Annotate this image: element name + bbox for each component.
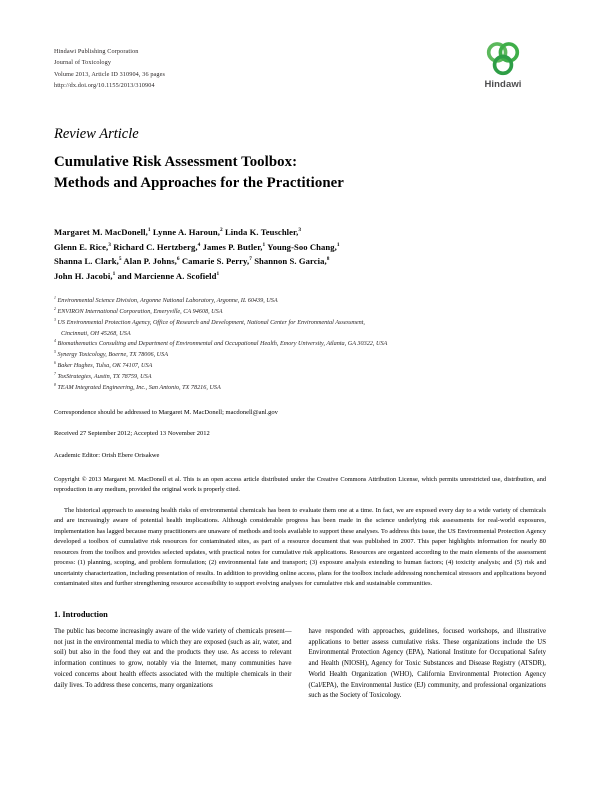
paragraph: have responded with approaches, guidelines, focused workshops, and illustrative applications to better assess cumulative risks. These organizations include the US Environmental Protection Agency (EPA), National Institute for Occupational Safety and Health (NIOSH), Agency for Toxic Substances and Disease Registry (ATSDR), World Health Organization (WHO), California Environmental Protection Agency (Cal/EPA), the Environmental Justice (EJ) community, and professional organizations such as the Society of Toxicology. <box>308 627 546 700</box>
affiliation-item: $^7$ ToxStrategies, Austin, TX 78759, USA <box>54 371 152 380</box>
affiliation-item: $^8$ TEAM Integrated Engineering, Inc., San Antonio, TX 78216, USA <box>54 382 221 391</box>
title-line-1: Cumulative Risk Assessment Toolbox: <box>54 153 298 170</box>
article-metadata <box>54 407 546 462</box>
author-line: John H. Jacobi,$^1$ and Marcienne A. Scofield$^1$ <box>54 271 220 282</box>
publisher-logo <box>460 42 546 90</box>
page-title <box>54 152 546 194</box>
publication-info <box>54 46 165 92</box>
author-list <box>54 225 546 284</box>
volume-info: Volume 2013, Article ID 310904, 36 pages <box>54 70 166 78</box>
received-accepted-line: Received 27 September 2012; Accepted 13 November 2012 <box>54 430 210 438</box>
publisher-logo-text: Hindawi <box>484 79 522 90</box>
title-line-2: Methods and Approaches for the Practitioner <box>54 174 344 191</box>
body-columns <box>54 627 546 702</box>
author-line: Shanna L. Clark,$^5$ Alan P. Johns,$^6$ Camarie S. Perry,$^7$ Shannon S. Garcia,$^8$ <box>54 256 330 267</box>
author-line: Glenn E. Rice,$^3$ Richard C. Hertzberg,$^4$ James P. Butler,$^1$ Young-Soo Chang,$^1$ <box>54 241 340 252</box>
affiliation-item: $^5$ Synergy Toxicology, Boerne, TX 78006, USA <box>54 350 169 359</box>
paragraph: The public has become increasingly aware of the wide variety of chemicals present—not just in the environmental media to which they are exposed (such as air, water, and soil) but also in the food they eat and the products they use. As access to relevant information continues to grow, notably via the Internet, many communities have voiced concerns about health effects associated with the multiple chemicals in their daily lives. To address these concerns, many organizations <box>54 627 292 689</box>
doi-link[interactable]: http://dx.doi.org/10.1155/2013/310904 <box>54 82 155 90</box>
affiliation-item-continued: Cincinnati, OH 45268, USA <box>61 329 131 337</box>
academic-editor-line: Academic Editor: Orish Ebere Orisakwe <box>54 451 160 459</box>
affiliation-item: $^3$ US Environmental Protection Agency, Office of Research and Development, National Center for Environmental Assessment, <box>54 317 365 326</box>
publisher-name: Hindawi Publishing Corporation <box>54 48 139 55</box>
affiliation-list <box>54 296 546 394</box>
affiliation-item: $^4$ Biomathematics Consulting and Department of Environmental and Occupational Health, Emory University, Atlanta, GA 30322, USA <box>54 339 388 348</box>
body-column-right <box>309 627 547 702</box>
hindawi-circles-logo-icon <box>481 42 525 76</box>
copyright-statement: Copyright © 2013 Margaret M. MacDonell et al. This is an open access article distributed under the Creative Commons Attribution License, which permits unrestricted use, distribution, and reproduction in any medium, provided the original work is properly cited. <box>54 475 546 493</box>
author-line: Margaret M. MacDonell,$^1$ Lynne A. Haroun,$^2$ Linda K. Teuschler,$^3$ <box>54 226 302 237</box>
masthead <box>54 46 546 92</box>
article-type: Review Article <box>54 125 139 142</box>
affiliation-item: $^1$ Environmental Science Division, Argonne National Laboratory, Argonne, IL 60439, USA <box>54 295 278 304</box>
journal-name: Journal of Toxicology <box>54 59 112 67</box>
body-column-left <box>54 627 292 702</box>
affiliation-item: $^6$ Baker Hughes, Tulsa, OK 74107, USA <box>54 361 153 370</box>
abstract-text: The historical approach to assessing health risks of environmental chemicals has been to evaluate them one at a time. In fact, we are exposed every day to a wide variety of chemicals and are increasingly aware of potential health implications. Although considerable progress has been made in the science underlying risk assessments for real-world exposures, implementation has lagged because many practitioners are unaware of methods and tools available to support these analyses. To address this issue, the US Environmental Protection Agency developed a toolbox of cumulative risk resources for contaminated sites, as part of a resource document that was published in 2007. This paper highlights information for nearly 80 resources from the toolbox and provides selected updates, with practical notes for cumulative risk applications. Resources are organized according to the main elements of the assessment process: (1) planning, scoping, and problem formulation; (2) environmental fate and transport; (3) exposure analysis extending to human factors; (4) toxicity analysis; and (5) risk and uncertainty characterization, including presentation of results. In addition to providing online access, plans for the toolbox include addressing nonchemical stressors and applications beyond contaminated sites and further strengthening resource accessibility to support evolving analyses for cumulative risk and sustainable communities. <box>54 506 546 588</box>
affiliation-item: $^2$ ENVIRON International Corporation, Emeryville, CA 94608, USA <box>54 306 223 315</box>
correspondence-line: Correspondence should be addressed to Margaret M. MacDonell; macdonell@anl.gov <box>54 408 278 416</box>
section-heading-introduction: 1. Introduction <box>54 609 108 619</box>
